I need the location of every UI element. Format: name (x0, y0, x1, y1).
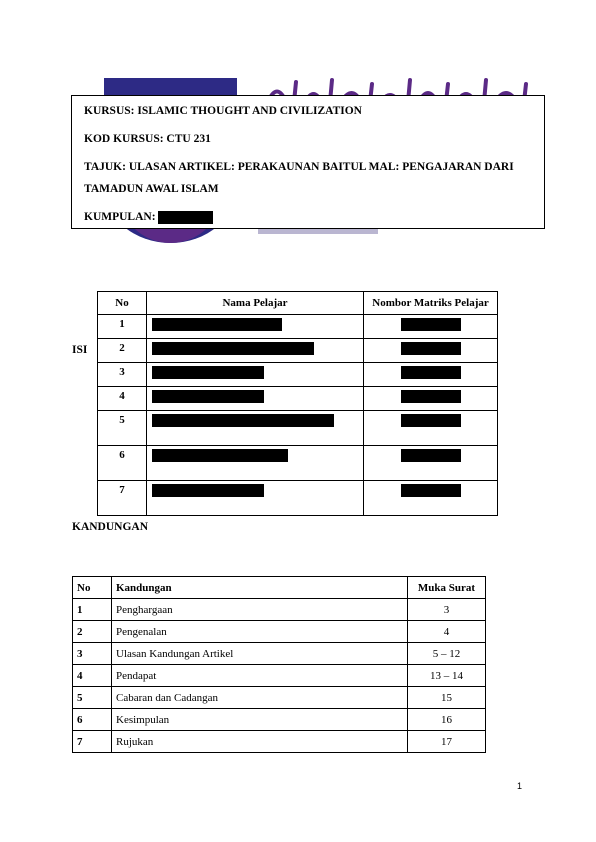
matric-redaction (401, 449, 461, 462)
student-name-cell (147, 387, 364, 411)
table-row (73, 665, 486, 687)
student-no: 7 (98, 481, 147, 516)
group-redaction (158, 211, 213, 224)
toc-no: 7 (73, 731, 112, 753)
student-matric-cell (364, 411, 498, 446)
toc-no: 4 (73, 665, 112, 687)
students-header-name: Nama Pelajar (147, 292, 364, 315)
table-row (98, 315, 498, 339)
table-row (98, 411, 498, 446)
students-header-matric: Nombor Matriks Pelajar (364, 292, 498, 315)
matric-redaction (401, 390, 461, 403)
toc-no: 2 (73, 621, 112, 643)
toc-item: Cabaran dan Cadangan (112, 687, 408, 709)
table-row (73, 731, 486, 753)
table-row (73, 643, 486, 665)
kandungan-label: KANDUNGAN (72, 521, 149, 533)
table-row (73, 599, 486, 621)
name-redaction (152, 484, 264, 497)
name-redaction (152, 342, 314, 355)
student-name-cell (147, 315, 364, 339)
name-redaction (152, 390, 264, 403)
student-name-cell (147, 339, 364, 363)
table-row (98, 363, 498, 387)
student-matric-cell (364, 315, 498, 339)
toc-page: 17 (408, 731, 486, 753)
name-redaction (152, 449, 288, 462)
table-row (98, 339, 498, 363)
title-line-1: TAJUK: ULASAN ARTIKEL: PERAKAUNAN BAITUL MAL: PENGAJARAN DARI (84, 161, 514, 173)
student-name-cell (147, 481, 364, 516)
toc-page: 15 (408, 687, 486, 709)
student-matric-cell (364, 446, 498, 481)
table-row (98, 481, 498, 516)
student-name-cell (147, 446, 364, 481)
title-line-2: TAMADUN AWAL ISLAM (84, 183, 219, 195)
matric-redaction (401, 318, 461, 331)
toc-item: Pendapat (112, 665, 408, 687)
student-name-cell (147, 363, 364, 387)
matric-redaction (401, 342, 461, 355)
table-row (98, 446, 498, 481)
table-row (73, 687, 486, 709)
student-name-cell (147, 411, 364, 446)
toc-no: 5 (73, 687, 112, 709)
table-row (73, 621, 486, 643)
table-row (98, 387, 498, 411)
contents-table (72, 576, 486, 753)
student-no: 3 (98, 363, 147, 387)
student-no: 5 (98, 411, 147, 446)
name-redaction (152, 366, 264, 379)
course-info-box (71, 95, 545, 229)
toc-header-page: Muka Surat (408, 577, 486, 599)
toc-no: 3 (73, 643, 112, 665)
toc-page: 16 (408, 709, 486, 731)
course-name: KURSUS: ISLAMIC THOUGHT AND CIVILIZATION (84, 105, 362, 117)
students-table (97, 291, 498, 516)
matric-redaction (401, 414, 461, 427)
name-redaction (152, 414, 334, 427)
student-matric-cell (364, 339, 498, 363)
student-no: 1 (98, 315, 147, 339)
course-code: KOD KURSUS: CTU 231 (84, 133, 211, 145)
toc-page: 5 – 12 (408, 643, 486, 665)
group-label: KUMPULAN: (84, 211, 156, 223)
students-header-no: No (98, 292, 147, 315)
matric-redaction (401, 484, 461, 497)
student-no: 2 (98, 339, 147, 363)
toc-item: Penghargaan (112, 599, 408, 621)
toc-page: 3 (408, 599, 486, 621)
student-no: 4 (98, 387, 147, 411)
table-row (73, 709, 486, 731)
toc-no: 1 (73, 599, 112, 621)
toc-header-item: Kandungan (112, 577, 408, 599)
group-line (84, 206, 532, 228)
student-no: 6 (98, 446, 147, 481)
toc-page: 4 (408, 621, 486, 643)
toc-page: 13 – 14 (408, 665, 486, 687)
student-matric-cell (364, 387, 498, 411)
toc-no: 6 (73, 709, 112, 731)
matric-redaction (401, 366, 461, 379)
toc-item: Kesimpulan (112, 709, 408, 731)
toc-item: Pengenalan (112, 621, 408, 643)
toc-item: Rujukan (112, 731, 408, 753)
toc-item: Ulasan Kandungan Artikel (112, 643, 408, 665)
name-redaction (152, 318, 282, 331)
page-number: 1 (517, 781, 523, 791)
toc-header-no: No (73, 577, 112, 599)
student-matric-cell (364, 481, 498, 516)
isi-label: ISI (72, 344, 88, 356)
student-matric-cell (364, 363, 498, 387)
